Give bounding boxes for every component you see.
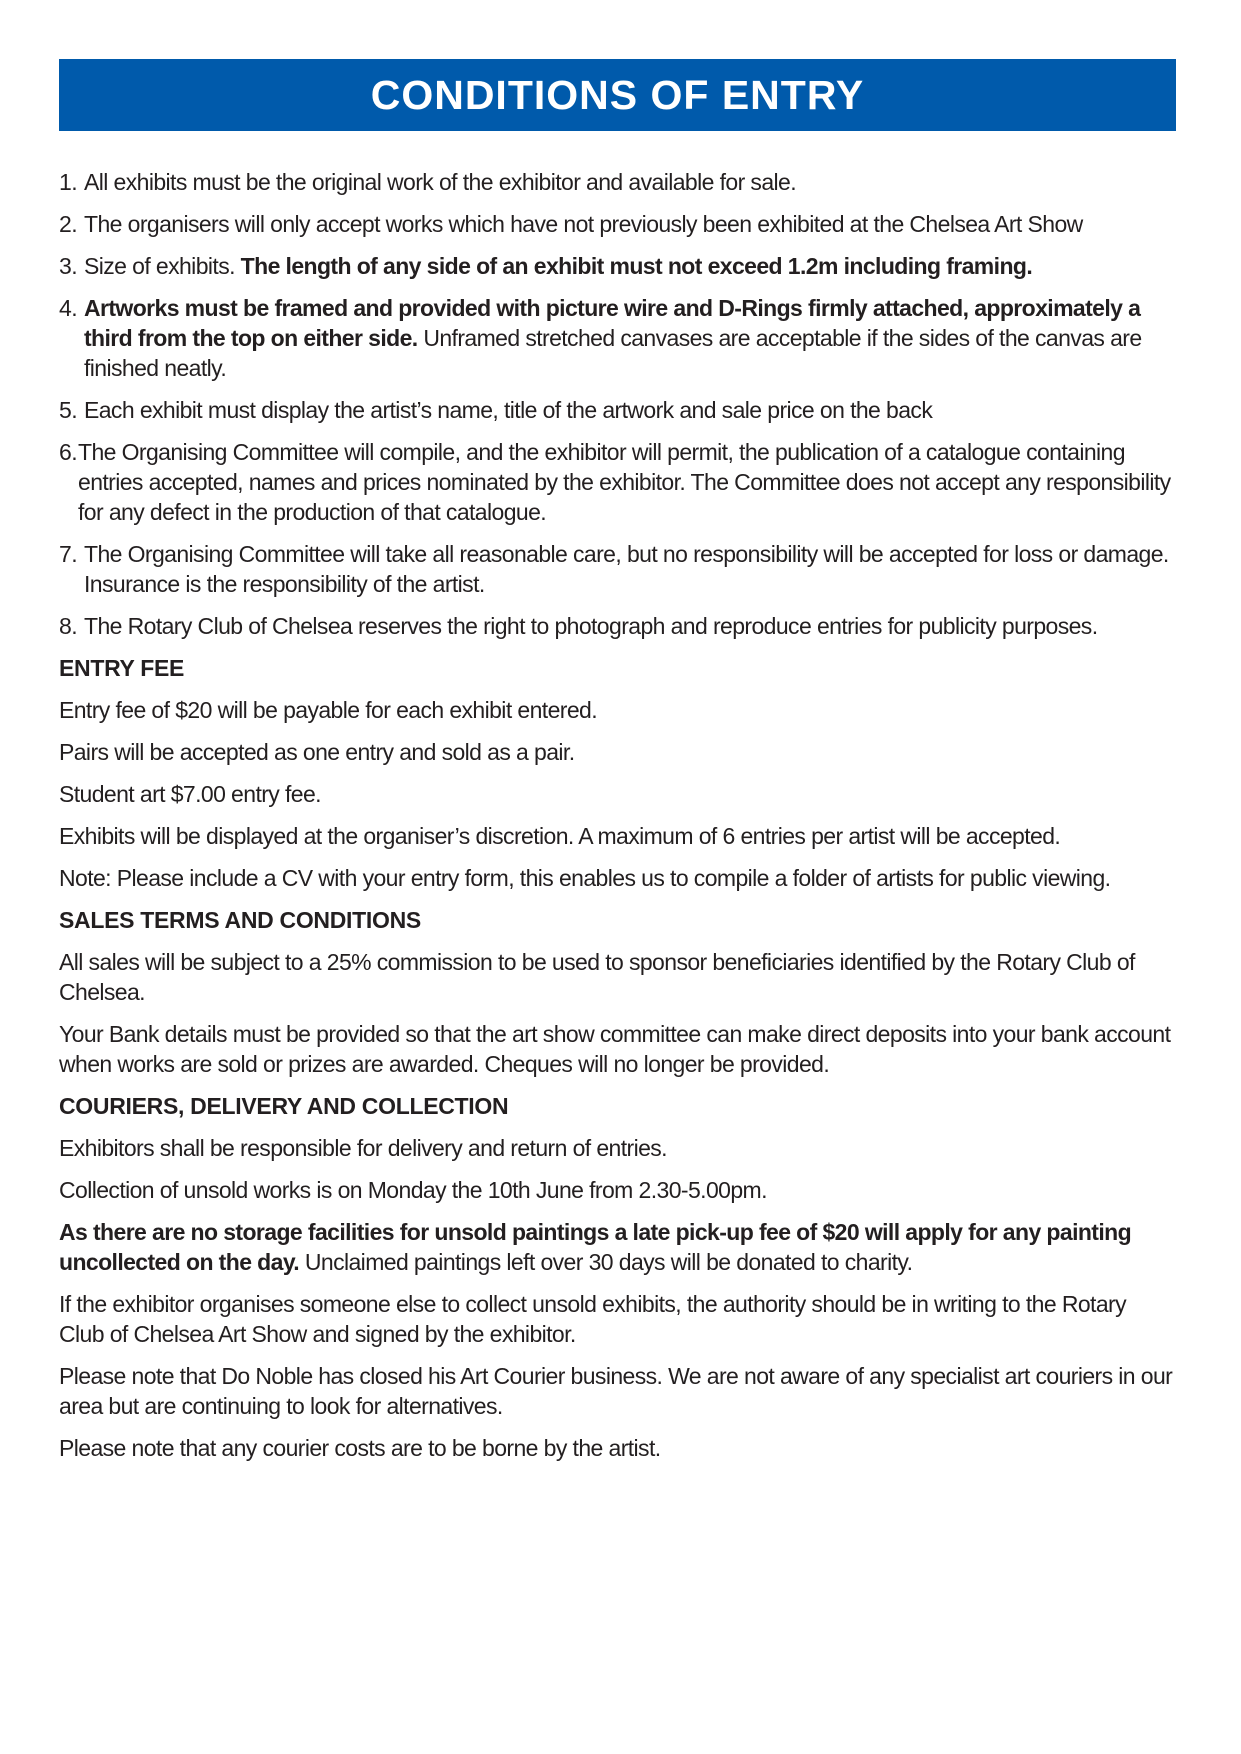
sales-terms-line: Your Bank details must be provided so that the art show committee can make direct deposits into your bank account when works are sold or prizes are awarded. Cheques will no longer be provided. [59, 1021, 1171, 1077]
condition-text [84, 251, 1176, 281]
entry-fee-heading: ENTRY FEE [59, 655, 185, 681]
late-fee-plain-text: Unclaimed paintings left over 30 days will be donated to charity. [299, 1249, 913, 1275]
page-title: CONDITIONS OF ENTRY [370, 71, 865, 118]
couriers-line: Collection of unsold works is on Monday the 10th June from 2.30-5.00pm. [59, 1177, 767, 1203]
late-fee-bold-text: As there are no storage facilities for unsold paintings a late pick-up fee of $20 will apply for any painting uncollected on the day. [59, 1219, 1132, 1275]
condition-text: All exhibits must be the original work of the exhibitor and available for sale. [84, 169, 797, 195]
late-fee-paragraph [59, 1217, 1176, 1277]
couriers-line: Please note that any courier costs are to be borne by the artist. [59, 1435, 661, 1461]
sales-terms-line: All sales will be subject to a 25% commission to be used to sponsor beneficiaries identified by the Rotary Club of Chelsea. [59, 949, 1135, 1005]
couriers-line: Please note that Do Noble has closed his Art Courier business. We are not aware of any specialist art couriers in our area but are continuing to look for alternatives. [59, 1363, 1173, 1419]
condition-text: Each exhibit must display the artist’s name, title of the artwork and sale price on the back [84, 397, 933, 423]
condition-bold-text: The length of any side of an exhibit must not exceed 1.2m including framing. [240, 253, 1033, 279]
entry-fee-line: Student art $7.00 entry fee. [59, 781, 321, 807]
condition-text: The Rotary Club of Chelsea reserves the right to photograph and reproduce entries for publicity purposes. [84, 613, 1098, 639]
condition-number: 3. [59, 253, 77, 279]
couriers-line: If the exhibitor organises someone else to collect unsold exhibits, the authority should be in writing to the Rotary Club of Chelsea Art Show and signed by the exhibitor. [59, 1291, 1126, 1347]
title-banner [59, 59, 1176, 131]
condition-item-1 [59, 167, 1176, 197]
condition-number: 5. [59, 397, 77, 423]
condition-item-3 [59, 251, 1176, 281]
document-body [59, 167, 1176, 1463]
condition-text: The Organising Committee will take all reasonable care, but no responsibility will be accepted for loss or damage. Insurance is the responsibility of the artist. [84, 541, 1169, 597]
sales-terms-heading: SALES TERMS AND CONDITIONS [59, 907, 421, 933]
condition-number: 1. [59, 169, 77, 195]
condition-plain-text: Unframed stretched canvases are acceptable if the sides of the canvas are finished neatly. [84, 325, 1142, 381]
couriers-line: Exhibitors shall be responsible for delivery and return of entries. [59, 1135, 667, 1161]
condition-item-2 [59, 209, 1176, 239]
entry-fee-line: Exhibits will be displayed at the organiser’s discretion. A maximum of 6 entries per artist will be accepted. [59, 823, 1061, 849]
condition-plain-text: Size of exhibits. [84, 253, 241, 279]
condition-item-7 [59, 539, 1176, 599]
condition-text [84, 293, 1176, 383]
condition-text: The Organising Committee will compile, and the exhibitor will permit, the publication of a catalogue containing entries accepted, names and prices nominated by the exhibitor. The Committee does not accept any responsibility for any defect in the production of that catalogue. [78, 439, 1171, 525]
condition-number: 7. [59, 541, 77, 567]
condition-number: 4. [59, 295, 77, 321]
couriers-heading: COURIERS, DELIVERY AND COLLECTION [59, 1093, 509, 1119]
condition-item-5 [59, 395, 1176, 425]
condition-item-4 [59, 293, 1176, 383]
condition-item-8 [59, 611, 1176, 641]
entry-fee-line: Entry fee of $20 will be payable for each exhibit entered. [59, 697, 597, 723]
condition-number: 8. [59, 613, 77, 639]
condition-bold-text: Artworks must be framed and provided with picture wire and D-Rings firmly attached, approximately a third from the top on either side. [84, 295, 1141, 351]
entry-fee-line: Pairs will be accepted as one entry and sold as a pair. [59, 739, 575, 765]
document-page [59, 59, 1176, 1475]
condition-number: 2. [59, 211, 77, 237]
condition-number: 6. [59, 439, 77, 465]
entry-fee-line: Note: Please include a CV with your entry form, this enables us to compile a folder of artists for public viewing. [59, 865, 1111, 891]
condition-text: The organisers will only accept works which have not previously been exhibited at the Chelsea Art Show [84, 211, 1083, 237]
condition-item-6 [59, 437, 1176, 527]
